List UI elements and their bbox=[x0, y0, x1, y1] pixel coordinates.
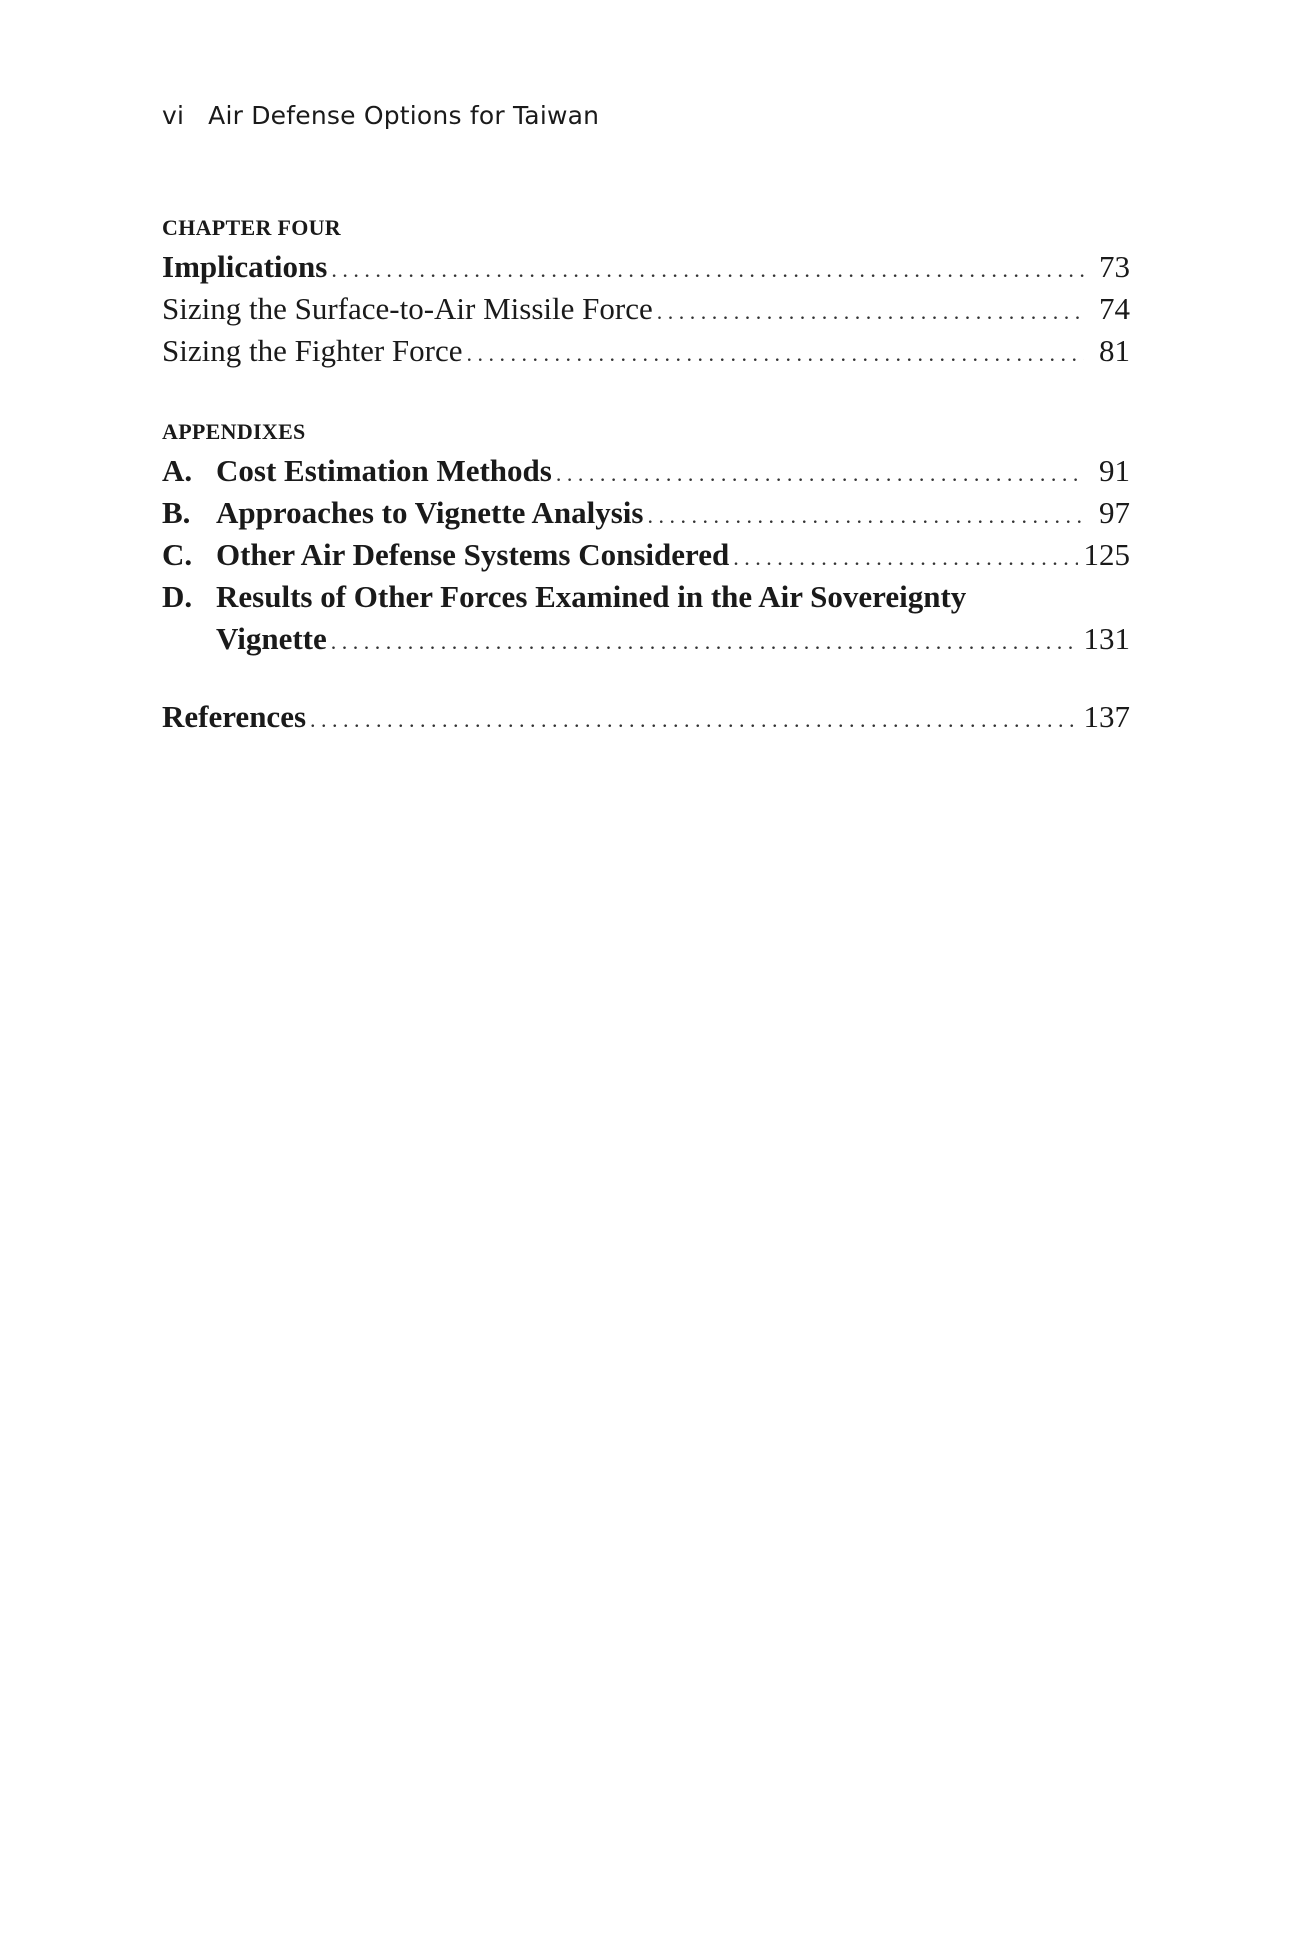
toc-entry-page: 131 bbox=[1083, 621, 1130, 656]
toc-entry-appendix-continued[interactable] bbox=[162, 618, 1130, 660]
toc-entry-appendix[interactable] bbox=[162, 450, 1130, 492]
toc-entry-title: Implications bbox=[162, 249, 328, 284]
toc-entry-appendix[interactable] bbox=[162, 492, 1130, 534]
page-folio: vi bbox=[162, 101, 185, 130]
toc-entry-title: Sizing the Fighter Force bbox=[162, 333, 463, 368]
appendixes-label: APPENDIXES bbox=[162, 419, 306, 444]
dot-leader bbox=[310, 696, 1077, 741]
dot-leader bbox=[331, 618, 1078, 663]
dot-leader bbox=[466, 330, 1084, 375]
toc-entry-page: 73 bbox=[1099, 249, 1130, 284]
appendix-letter: B. bbox=[162, 495, 191, 530]
toc-entry-page: 97 bbox=[1099, 495, 1130, 530]
toc-entry-page: 125 bbox=[1083, 537, 1130, 572]
toc-entry-appendix[interactable] bbox=[162, 576, 1130, 618]
toc-entry-title: Cost Estimation Methods bbox=[216, 453, 552, 488]
toc-entry-title-continued: Vignette bbox=[216, 621, 327, 656]
appendix-letter: C. bbox=[162, 537, 193, 572]
dot-leader bbox=[647, 492, 1084, 537]
toc-entry-title: References bbox=[162, 699, 307, 734]
toc-entry-page: 74 bbox=[1099, 291, 1130, 326]
running-title: Air Defense Options for Taiwan bbox=[208, 101, 600, 130]
toc-entry-page: 81 bbox=[1099, 333, 1130, 368]
toc-entry-appendix[interactable] bbox=[162, 534, 1130, 576]
dot-leader bbox=[657, 288, 1084, 333]
toc-entry-page: 91 bbox=[1099, 453, 1130, 488]
running-head bbox=[162, 98, 599, 134]
toc-entry-title: Results of Other Forces Examined in the Air Sovereignty bbox=[216, 579, 967, 614]
chapter-label: CHAPTER FOUR bbox=[162, 215, 341, 240]
toc-entry-section[interactable] bbox=[162, 330, 1130, 372]
toc-entry-title: Approaches to Vignette Analysis bbox=[216, 495, 644, 530]
toc-entry-chapter[interactable] bbox=[162, 246, 1130, 288]
dot-leader bbox=[733, 534, 1077, 579]
dot-leader bbox=[556, 450, 1084, 495]
toc-entry-section[interactable] bbox=[162, 288, 1130, 330]
appendix-letter: A. bbox=[162, 453, 193, 488]
toc-entry-title: Other Air Defense Systems Considered bbox=[216, 537, 730, 572]
dot-leader bbox=[331, 246, 1084, 291]
appendix-letter: D. bbox=[162, 579, 193, 614]
toc-entry-title: Sizing the Surface-to-Air Missile Force bbox=[162, 291, 653, 326]
toc-entry-page: 137 bbox=[1083, 699, 1130, 734]
toc-entry-references[interactable] bbox=[162, 696, 1130, 738]
